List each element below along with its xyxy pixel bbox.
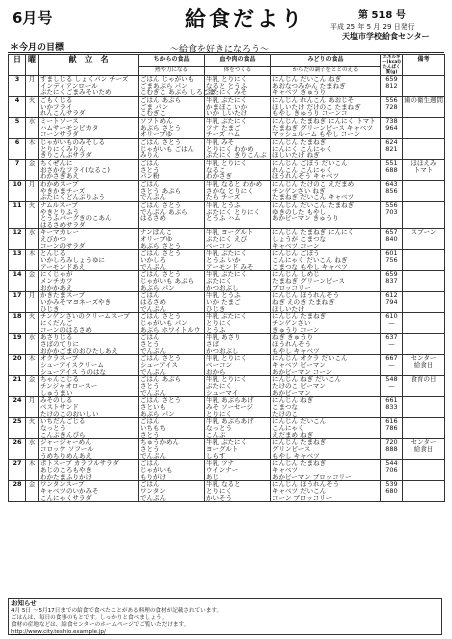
- dow-cell: 月: [26, 181, 39, 202]
- dow-cell: 木: [26, 355, 39, 376]
- menu-cell: すましじる しょくパン チーズ インディアンロール ぶたにくごまみそいため: [39, 76, 139, 97]
- day-cell: 14: [9, 271, 26, 292]
- nutrition-cell: 548 —: [381, 376, 403, 397]
- note-cell: 食育の日: [403, 376, 445, 397]
- nutrition-cell: 643 856: [381, 181, 403, 202]
- note-cell: [403, 181, 445, 202]
- monthly-slogan: ～給食を好きになろう～: [170, 45, 270, 55]
- table-row: [9, 397, 445, 418]
- green-food-cell: にんじん たまねぎ チンゲンさい きゅうり コーン: [271, 313, 381, 334]
- day-cell: 4: [9, 97, 26, 118]
- notice-line-2: ごはんは、毎日の食事のもとです。しっかりと食べましょう。: [11, 615, 168, 621]
- menu-cell: ちゃんこじる チンジャオロースー しゅうまい: [39, 376, 139, 397]
- yellow-food-cell: 牛乳 あぶらあげ みそ ソーセージ とりにく: [205, 397, 271, 418]
- day-cell: 10: [9, 181, 26, 202]
- nutrition-cell: 720 888: [381, 439, 403, 460]
- nutrition-cell: 659 812: [381, 76, 403, 97]
- green-food-cell: にんじん オクラ だいこん キャベツ ピーマン あかピーマン コーン: [271, 355, 381, 376]
- day-cell: 6: [9, 139, 26, 160]
- red-food-cell: ごはん いちもち さとう: [139, 418, 205, 439]
- green-food-cell: にんじん ごぼう こんにゃく だいこん ねぎ こまつな もやし キャベツ: [271, 250, 381, 271]
- note-cell: [403, 397, 445, 418]
- note-cell: [403, 271, 445, 292]
- table-row: [9, 355, 445, 376]
- table-row: [9, 250, 445, 271]
- menu-cell: ごもくじる いかフライ れんこんサラダ: [39, 97, 139, 118]
- note-cell: [403, 418, 445, 439]
- dow-cell: 水: [26, 334, 39, 355]
- note-cell: [403, 202, 445, 229]
- dow-cell: 水: [26, 229, 39, 250]
- day-cell: 27: [9, 460, 26, 481]
- yellow-food-cell: 牛乳 ヨーグルト ぶたにく えび ベーコン: [205, 229, 271, 250]
- menu-table: [8, 54, 445, 502]
- dow-cell: 月: [26, 292, 39, 313]
- table-row: [9, 376, 445, 397]
- dow-cell: 火: [26, 202, 39, 229]
- issue-date: 平成 25 年 5 月 29 日発行: [330, 23, 415, 31]
- green-food-cell: にんじん れんこん あおじそ ほしいたけ だけのこ たまねぎ もやし きゅうり コーンコ: [271, 97, 381, 118]
- day-cell: 7: [9, 160, 26, 181]
- menu-cell: ミートソース ハムサーモンピカタ コーンサラダ: [39, 118, 139, 139]
- organization: 天塩市学校給食センター: [342, 32, 430, 41]
- table-row: [9, 292, 445, 313]
- note-cell: [403, 292, 445, 313]
- red-food-cell: ごはん さとう シューアイス でんぷん: [139, 355, 205, 376]
- menu-cell: ジャージャーめん コロッケ ソフール うめちりめんあえ: [39, 439, 139, 460]
- menu-cell: ワンタンスープ キャベツのいかみそ こんにゃくサラダ: [39, 481, 139, 502]
- dow-cell: 水: [26, 118, 39, 139]
- day-cell: 11: [9, 202, 26, 229]
- col-day: 日: [9, 55, 26, 76]
- yellow-food-cell: 牛乳 ぶたにく とうふ いか アーモンド みそ: [205, 250, 271, 271]
- nutrition-cell: 544 706: [381, 460, 403, 481]
- note-cell: 歯の衛生週間: [403, 97, 445, 118]
- green-food-cell: にんじん しめじ たまねぎ グリーンピース ブロッコリー: [271, 271, 381, 292]
- green-food-cell: にんじん たけのこ えだまめ チンゲンさい ねぎ たまねぎ だいこん キャベツ: [271, 181, 381, 202]
- red-food-cell: ちゅうかめん さとう でんぷん: [139, 439, 205, 460]
- note-cell: [403, 76, 445, 97]
- yellow-food-cell: 牛乳 あさり さば かつおぶし: [205, 334, 271, 355]
- dow-cell: 火: [26, 313, 39, 334]
- col-menu: 献 立 名: [39, 55, 139, 76]
- table-row: [9, 439, 445, 460]
- green-food-cell: にんじん たまねぎ キャベツ あかピーマン ブロッコリー: [271, 460, 381, 481]
- red-food-cell: ごはん さとう でんぷん あぶら はるさめ: [139, 202, 205, 229]
- yellow-food-cell: 牛乳 とりにく なると とうふ ぶたにく みそ: [205, 76, 271, 97]
- green-food-cell: にんじん ほうれんそう キャベツ だいこん コーン ブロッコリー: [271, 481, 381, 502]
- red-food-cell: ソフトめん あぶら さとう オリーブゆ: [139, 118, 205, 139]
- nutrition-cell: 616 786: [381, 418, 403, 439]
- col-dow: 曜: [26, 55, 39, 76]
- red-food-cell: ごはん さとう じゃがいも ごはん みりん: [139, 139, 205, 160]
- day-cell: 24: [9, 397, 26, 418]
- yellow-food-cell: 牛乳 ツナ ウインナー あじ: [205, 460, 271, 481]
- monthly-goal-label: ＊今月の目標: [10, 43, 65, 53]
- note-cell: スプーン: [403, 229, 445, 250]
- red-food-cell: ごはん さとう いかしろ でんぷん: [139, 250, 205, 271]
- day-cell: 3: [9, 76, 26, 97]
- col-note: 備考: [403, 55, 445, 76]
- col-red-sub: 熱や力になる: [139, 67, 205, 76]
- dow-cell: 火: [26, 418, 39, 439]
- nutrition-cell: 610 —: [381, 313, 403, 334]
- dow-cell: 月: [26, 397, 39, 418]
- col-red: ちからの食品: [139, 55, 205, 67]
- dow-cell: 金: [26, 271, 39, 292]
- yellow-food-cell: 牛乳 とりにく なるこ わかさぎ: [205, 160, 271, 181]
- menu-cell: いちだんごじる なっとう こんぶきんぴら: [39, 418, 139, 439]
- dow-cell: 金: [26, 481, 39, 502]
- red-food-cell: ごはん さとう じゃがいも パン あぶら ホワイトルウ: [139, 313, 205, 334]
- nutrition-cell: 624 821: [381, 139, 403, 160]
- note-cell: センター 給食日: [403, 439, 445, 460]
- menu-cell: チンゲンさいのクリームスープ にくだんご コーンのはるさめ: [39, 313, 139, 334]
- protein-label: たんぱく質(g): [382, 65, 401, 75]
- day-cell: 20: [9, 355, 26, 376]
- yellow-food-cell: 牛乳 なると わかめ さかな とりにく たら チーズ: [205, 181, 271, 202]
- day-cell: 28: [9, 481, 26, 502]
- day-cell: 19: [9, 334, 26, 355]
- table-row: [9, 118, 445, 139]
- dow-cell: 木: [26, 460, 39, 481]
- table-row: [9, 202, 445, 229]
- yellow-food-cell: 牛乳 あぶらあげ なっとう こんぶ: [205, 418, 271, 439]
- red-food-cell: ごはん さとう さといも あぶら パン: [139, 397, 205, 418]
- nutrition-cell: 612 794: [381, 292, 403, 313]
- day-cell: 26: [9, 439, 26, 460]
- notice-box: [8, 598, 442, 635]
- notice-line-3: 食材の産地などは、給食センターのホームページでご覧いただけます。: [11, 622, 190, 628]
- day-cell: 25: [9, 418, 26, 439]
- note-cell: [403, 250, 445, 271]
- table-row: [9, 97, 445, 118]
- divider: [8, 52, 444, 53]
- col-kcal: [381, 55, 403, 76]
- note-cell: [403, 334, 445, 355]
- day-cell: 13: [9, 250, 26, 271]
- nutrition-cell: 539 680: [381, 481, 403, 502]
- green-food-cell: にんじん だいこん たまねぎ ゆきのした もやし あかピーマン きゅうり: [271, 202, 381, 229]
- green-food-cell: ねぎ きゅうり ほうれんそう もやし キャベツ: [271, 334, 381, 355]
- day-cell: 5: [9, 118, 26, 139]
- table-row: [9, 76, 445, 97]
- dow-cell: 金: [26, 376, 39, 397]
- table-row: [9, 160, 445, 181]
- dow-cell: 月: [26, 76, 39, 97]
- table-row: [9, 313, 445, 334]
- yellow-food-cell: 牛乳 とりにく ぶたにく シューマイ: [205, 376, 271, 397]
- col-yellow-sub: 体をつくる: [205, 67, 271, 76]
- nutrition-cell: 659 837: [381, 271, 403, 292]
- month-label: 6月号: [12, 9, 53, 27]
- menu-cell: かきたまスープ いかみそマヨネーズやき ひじき: [39, 292, 139, 313]
- table-header: [9, 55, 445, 67]
- day-cell: 17: [9, 292, 26, 313]
- green-food-cell: にんじん だいこん こんにゃく えだまめ ねぎ: [271, 418, 381, 439]
- dow-cell: 木: [26, 139, 39, 160]
- menu-cell: にくじゃが メンチカツ おかかあえ: [39, 271, 139, 292]
- col-green: みどりの食品: [271, 55, 381, 67]
- note-cell: [403, 118, 445, 139]
- newsletter-title: 給食だより: [185, 7, 305, 31]
- nutrition-cell: 667 —: [381, 355, 403, 376]
- yellow-food-cell: 牛乳 とうふ いか たまご ひじき: [205, 292, 271, 313]
- red-food-cell: ごはん じゃがいも もりがけ: [139, 460, 205, 481]
- yellow-food-cell: 牛乳 ぶたにく ヨーグルト しらす: [205, 439, 271, 460]
- red-food-cell: ごはん さとう パン粉: [139, 160, 205, 181]
- menu-rows: [9, 76, 445, 502]
- table-row: [9, 460, 445, 481]
- green-food-cell: にんじん ほうれんそう ねぎ えのき たまねぎ ほしいたけ: [271, 292, 381, 313]
- notice-line-1: 4月 5日 ～5月17日までの給食で食べたことがある料理の食材が記載されています。: [11, 608, 223, 614]
- menu-cell: ポトスープ カラフルサラダ あじのころもやき わかたまふりかけ: [39, 460, 139, 481]
- nutrition-cell: 556 703: [381, 202, 403, 229]
- menu-cell: とんじる いかしろみしょうゆに アーモンドあえ: [39, 250, 139, 271]
- menu-cell: あさりじる さばのてりに おかかごまのおひたしあえ: [39, 334, 139, 355]
- table-row: [9, 181, 445, 202]
- yellow-food-cell: 牛乳 ぶたにく ツナ たまご チーズ ハム: [205, 118, 271, 139]
- dow-cell: 水: [26, 439, 39, 460]
- yellow-food-cell: 牛乳 みそ とりにく わかめ ぶたにく きりこんぶ: [205, 139, 271, 160]
- red-food-cell: ごはん あぶら ごま パン こむぎこ: [139, 97, 205, 118]
- yellow-food-cell: 牛乳 なると とりにく かいそう: [205, 481, 271, 502]
- menu-cell: キーマカレー えびかつ コーンのサラダ: [39, 229, 139, 250]
- day-cell: 12: [9, 229, 26, 250]
- green-food-cell: にんじん ごぼう だいこん れんこん こんにゃく ほうれんそう キャベツ: [271, 160, 381, 181]
- table-row: [9, 481, 445, 502]
- note-cell: [403, 139, 445, 160]
- nutrition-cell: 556 728: [381, 97, 403, 118]
- dow-cell: 火: [26, 97, 39, 118]
- green-food-cell: にんじん たまねぎ にんにく しょうが こまつな キャベツ コーン: [271, 229, 381, 250]
- table-row: [9, 334, 445, 355]
- green-food-cell: にんじん ねぎ だいこん たけのこ ピーマン あかピーマン: [271, 376, 381, 397]
- note-cell: ほほえみ トマト: [403, 160, 445, 181]
- menu-cell: みそのしる ベストサンド たけのこのおいしい: [39, 397, 139, 418]
- day-cell: 18: [9, 313, 26, 334]
- menu-cell: わかめスープ やきかまチーズ ぶたにくどんぶりふう: [39, 181, 139, 202]
- menu-cell: じゃがいものみそしる とりにくみりん きりこんぶサラダ: [39, 139, 139, 160]
- green-food-cell: にんじん たまねぎ にんにく こんにゃく ほしいたけ ねぎ: [271, 139, 381, 160]
- red-food-cell: ごはん じゃがいも ごまあぶら パン こむぎこ あぶら しろごま: [140, 75, 216, 97]
- note-cell: [403, 481, 445, 502]
- nutrition-cell: 738 964: [381, 118, 403, 139]
- nutrition-cell: 601 756: [381, 250, 403, 271]
- red-food-cell: ごはん あぶら さとう でんぷん: [139, 376, 205, 397]
- red-food-cell: ナンぱんこ オリーブゆ あぶら さとう: [139, 229, 205, 250]
- table-row: [9, 271, 445, 292]
- dow-cell: 木: [26, 250, 39, 271]
- note-cell: [403, 313, 445, 334]
- dow-cell: 金: [26, 160, 39, 181]
- yellow-food-cell: 牛乳 ぶたにく とりにく とうふ: [205, 313, 271, 334]
- table-row: [9, 139, 445, 160]
- issue-number: 第 518 号: [358, 10, 406, 21]
- yellow-food-cell: 牛乳 ぶたにく かまぼこ いか いか しいたけ: [205, 97, 271, 118]
- kcal-label: エネルギー(kcal): [382, 55, 401, 65]
- red-food-cell: ごはん さとう あぶら でんぷん: [139, 181, 205, 202]
- nutrition-cell: 551 688: [381, 160, 403, 181]
- menu-cell: ナムルスープ やきとりふう とうふバーグきのこあん はるさめサラダ: [39, 202, 139, 229]
- table-row: [9, 418, 445, 439]
- red-food-cell: ごはん さとう じゃがいも あぶら あぶら パン: [139, 271, 205, 292]
- table-row: [9, 229, 445, 250]
- menu-cell: オクラスープ シューアイスクリーム シューアイス うのはな: [39, 355, 139, 376]
- notice-url[interactable]: http://www.city.teshio.example.jp/: [11, 629, 106, 635]
- note-cell: センター 給食日: [403, 355, 445, 376]
- red-food-cell: ごはん はるさめ でんぷん: [139, 292, 205, 313]
- yellow-food-cell: 牛乳 ぶたにく ぶたにく かつおぶし: [205, 271, 271, 292]
- green-food-cell: にんじん たまねぎ グリンピース もやし キャベツ: [271, 439, 381, 460]
- note-cell: [403, 460, 445, 481]
- menu-cell: ちくぜんに おさかなフライ(なるこ) わかさぎあえ: [39, 160, 139, 181]
- yellow-food-cell: 牛乳 とうふ ぶたにく とりにく とうふ ハム: [205, 202, 271, 229]
- nutrition-cell: 637 —: [381, 334, 403, 355]
- yellow-food-cell: 牛乳 とりにく ベーコン おから: [205, 355, 271, 376]
- day-cell: 21: [9, 376, 26, 397]
- col-green-sub: からだの調子をととのえる: [271, 67, 381, 76]
- red-food-cell: ごはん さとう でんぷん: [139, 334, 205, 355]
- red-food-cell: ごはん ワンタン でんぷん: [139, 481, 205, 502]
- col-yellow: 血や肉の食品: [205, 55, 271, 67]
- green-food-cell: にんじん ねぎ こまつな たけのこ: [271, 397, 381, 418]
- green-food-cell: にんじん だいこん ねぎ あおなつみかん たまねぎ キャベツ きゅうり: [271, 76, 381, 97]
- nutrition-cell: 661 833: [381, 397, 403, 418]
- nutrition-cell: 657 840: [381, 229, 403, 250]
- notice-title: お知らせ: [11, 599, 37, 607]
- green-food-cell: にんじん たまねぎ にんにく トマト たまねぎ グリーンピース キャベツ マッシュルーム もやし コーン: [271, 118, 381, 139]
